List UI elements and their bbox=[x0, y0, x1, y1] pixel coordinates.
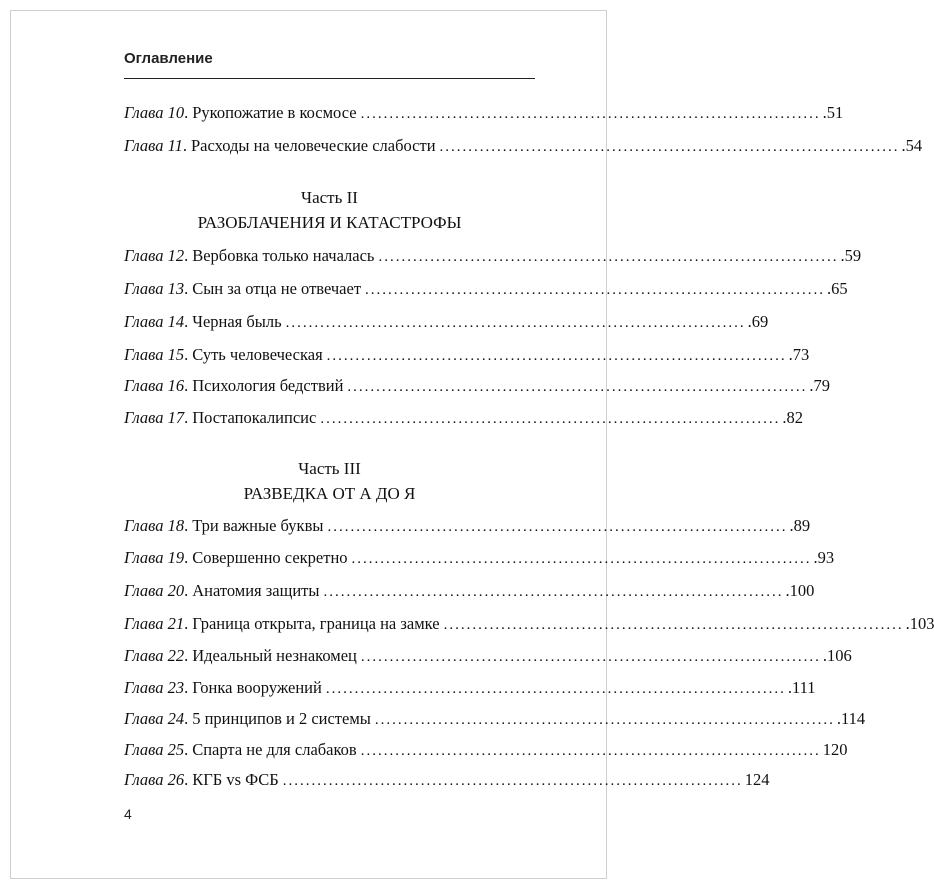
toc-entry: Глава 21 . Граница открыта, граница на замке ................................................................................ .103 bbox=[124, 614, 934, 633]
chapter-page: .54 bbox=[901, 136, 923, 155]
part-label: Часть II bbox=[301, 188, 358, 207]
chapter-page: .69 bbox=[747, 312, 769, 331]
toc-entry: Глава 25 . Спарта не для слабаков ................................................................................ 120 bbox=[124, 740, 848, 759]
chapter-label: Глава 24 bbox=[124, 709, 185, 728]
dot-leader: ................................................................................ bbox=[285, 315, 746, 331]
toc-entry: Глава 11 . Расходы на человеческие слабости ................................................................................ .54 bbox=[124, 136, 923, 155]
toc-entry: Глава 15 . Суть человеческая ................................................................................ .73 bbox=[124, 345, 810, 364]
dot-leader: ................................................................................ bbox=[320, 411, 781, 427]
chapter-page: .82 bbox=[782, 408, 803, 427]
toc-entry: Глава 19 . Совершенно секретно ................................................................................ .93 bbox=[124, 548, 835, 567]
chapter-title: 5 принципов и 2 системы bbox=[192, 709, 371, 728]
part-heading bbox=[124, 185, 535, 235]
chapter-title: Гонка вооружений bbox=[192, 678, 322, 697]
chapter-label: Глава 10 bbox=[124, 103, 185, 122]
part-heading bbox=[124, 456, 535, 506]
part-title: РАЗОБЛАЧЕНИЯ И КАТАСТРОФЫ bbox=[197, 213, 462, 232]
chapter-page: .100 bbox=[785, 581, 815, 600]
toc-entry: Глава 10 . Рукопожатие в космосе ................................................................................ .51 bbox=[124, 103, 844, 122]
chapter-page: .89 bbox=[789, 516, 811, 535]
dot-leader: ................................................................................ bbox=[360, 743, 821, 759]
chapter-title: Вербовка только началась bbox=[192, 246, 375, 265]
chapter-label: Глава 13 bbox=[124, 279, 185, 298]
chapter-title: Идеальный незнакомец bbox=[192, 646, 357, 665]
chapter-label: Глава 25 bbox=[124, 740, 185, 759]
toc-entry: Глава 12 . Вербовка только началась ................................................................................ .59 bbox=[124, 246, 862, 265]
chapter-label: Глава 17 bbox=[124, 408, 185, 427]
chapter-label: Глава 26 bbox=[124, 770, 185, 789]
dot-leader: ................................................................................ bbox=[282, 773, 743, 789]
chapter-page: .106 bbox=[822, 646, 852, 665]
toc-entry: Глава 17 . Постапокалипсис ................................................................................ .82 bbox=[124, 408, 803, 427]
toc-entry: Глава 13 . Сын за отца не отвечает ................................................................................ .65 bbox=[124, 279, 848, 298]
chapter-label: Глава 20 bbox=[124, 581, 185, 600]
dot-leader: ................................................................................ bbox=[360, 649, 821, 665]
chapter-label: Глава 18 bbox=[124, 516, 185, 535]
chapter-label: Глава 14 bbox=[124, 312, 185, 331]
toc-entry: Глава 18 . Три важные буквы ................................................................................ .89 bbox=[124, 516, 811, 535]
chapter-page: .79 bbox=[809, 376, 831, 395]
dot-leader: ................................................................................ bbox=[323, 584, 784, 600]
dot-leader: ................................................................................ bbox=[443, 617, 904, 633]
chapter-page: .73 bbox=[788, 345, 810, 364]
dot-leader: ................................................................................ bbox=[326, 348, 787, 364]
chapter-title: Граница открыта, граница на замке bbox=[192, 614, 440, 633]
chapter-page: 124 bbox=[744, 770, 770, 789]
chapter-title: Постапокалипсис bbox=[192, 408, 317, 427]
toc-entry: Глава 22 . Идеальный незнакомец ................................................................................ .106 bbox=[124, 646, 852, 665]
chapter-page: 120 bbox=[822, 740, 848, 759]
chapter-title: Сын за отца не отвечает bbox=[192, 279, 362, 298]
chapter-title: Совершенно секретно bbox=[192, 548, 348, 567]
chapter-title: Черная быль bbox=[192, 312, 282, 331]
chapter-page: .93 bbox=[813, 548, 835, 567]
dot-leader: ................................................................................ bbox=[327, 519, 788, 535]
dot-leader: ................................................................................ bbox=[439, 139, 900, 155]
part-title: РАЗВЕДКА ОТ А ДО Я bbox=[243, 484, 416, 503]
dot-leader: ................................................................................ bbox=[378, 249, 839, 265]
chapter-label: Глава 11 bbox=[124, 136, 183, 155]
chapter-title: Психология бедствий bbox=[192, 376, 344, 395]
chapter-title: Три важные буквы bbox=[192, 516, 324, 535]
dot-leader: ................................................................................ bbox=[360, 106, 821, 122]
page-number: 4 bbox=[124, 806, 132, 822]
chapter-page: .111 bbox=[787, 678, 816, 697]
toc-entry: Глава 14 . Черная быль ................................................................................ .69 bbox=[124, 312, 769, 331]
chapter-title: Анатомия защиты bbox=[192, 581, 320, 600]
toc-entry: Глава 16 . Психология бедствий ................................................................................ .79 bbox=[124, 376, 831, 395]
running-head: Оглавление bbox=[124, 50, 213, 67]
toc-entry: Глава 20 . Анатомия защиты ................................................................................ .100 bbox=[124, 581, 815, 600]
chapter-label: Глава 23 bbox=[124, 678, 185, 697]
chapter-label: Глава 19 bbox=[124, 548, 185, 567]
chapter-page: .65 bbox=[827, 279, 848, 298]
chapter-page: .51 bbox=[822, 103, 844, 122]
dot-leader: ................................................................................ bbox=[351, 551, 812, 567]
dot-leader: ................................................................................ bbox=[365, 282, 826, 298]
part-label: Часть III bbox=[298, 459, 361, 478]
chapter-title: КГБ vs ФСБ bbox=[192, 770, 279, 789]
chapter-label: Глава 16 bbox=[124, 376, 185, 395]
chapter-page: .114 bbox=[836, 709, 866, 728]
chapter-title: Расходы на человеческие слабости bbox=[190, 136, 436, 155]
chapter-page: .103 bbox=[905, 614, 934, 633]
chapter-label: Глава 15 bbox=[124, 345, 185, 364]
header-rule bbox=[124, 78, 535, 79]
dot-leader: ................................................................................ bbox=[374, 712, 835, 728]
chapter-title: Рукопожатие в космосе bbox=[192, 103, 357, 122]
chapter-page: .59 bbox=[840, 246, 862, 265]
toc-entry: Глава 24 . 5 принципов и 2 системы ................................................................................ .114 bbox=[124, 709, 866, 728]
dot-leader: ................................................................................ bbox=[325, 681, 786, 697]
chapter-label: Глава 21 bbox=[124, 614, 185, 633]
dot-leader: ................................................................................ bbox=[347, 379, 808, 395]
chapter-title: Спарта не для слабаков bbox=[192, 740, 357, 759]
chapter-title: Суть человеческая bbox=[192, 345, 323, 364]
toc-entry: Глава 23 . Гонка вооружений ................................................................................ .111 bbox=[124, 678, 816, 697]
toc-entry: Глава 26 . КГБ vs ФСБ ................................................................................ 124 bbox=[124, 770, 770, 789]
chapter-label: Глава 22 bbox=[124, 646, 185, 665]
chapter-label: Глава 12 bbox=[124, 246, 185, 265]
